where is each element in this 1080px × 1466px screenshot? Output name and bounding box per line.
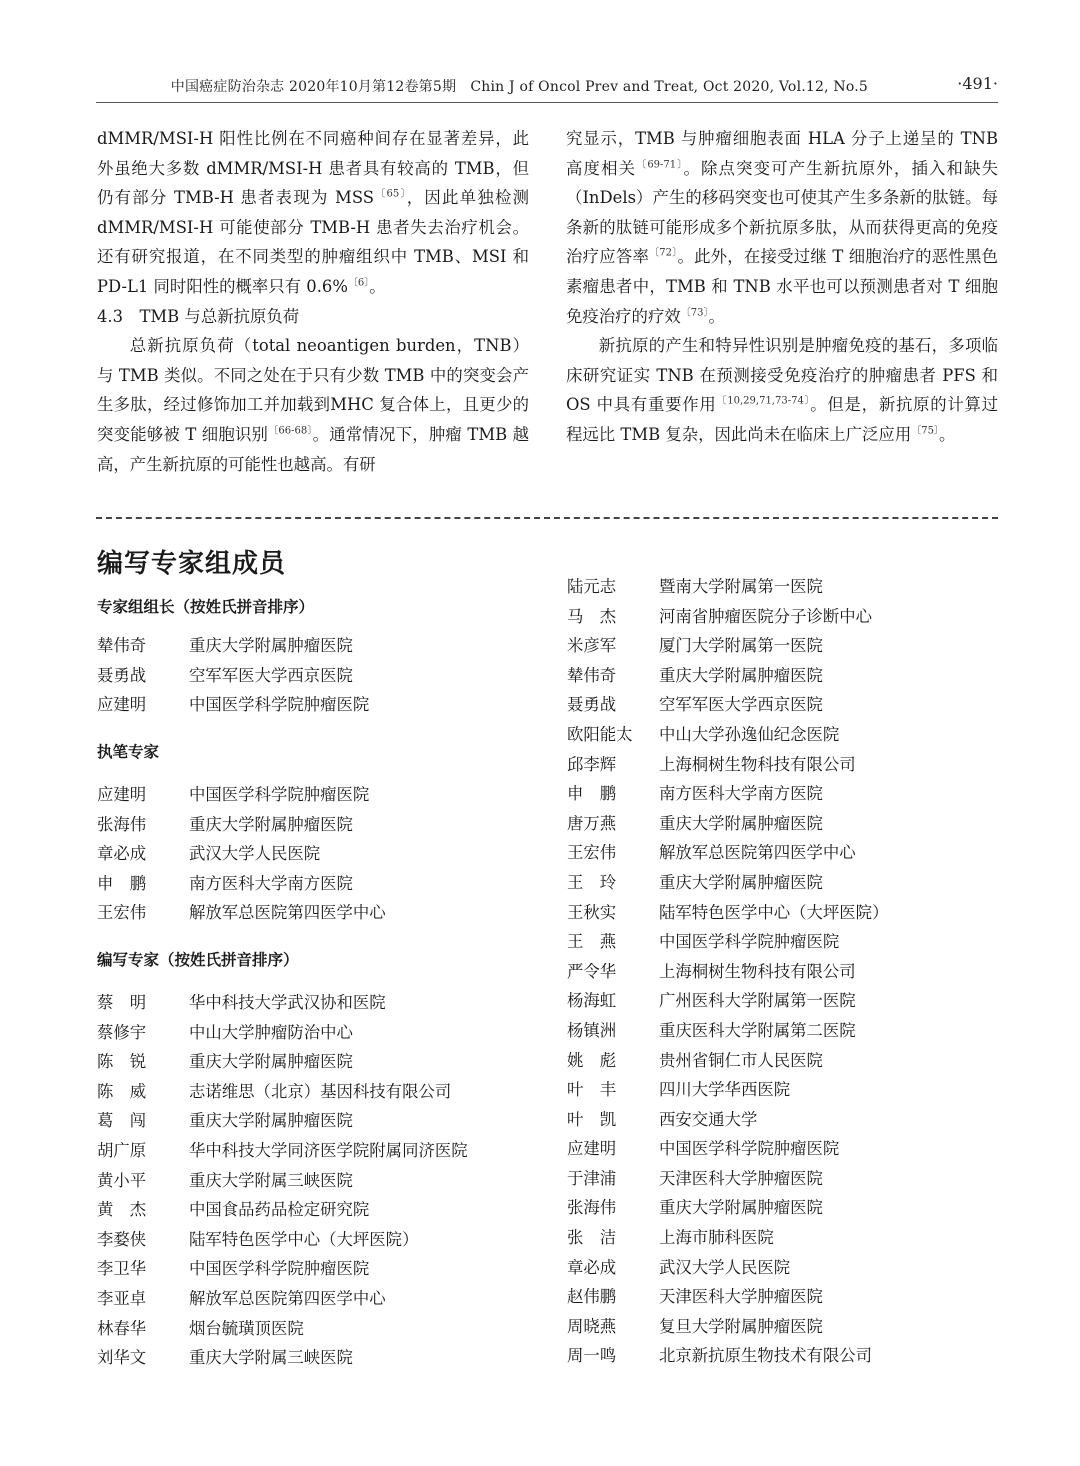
member-affiliation: 重庆大学附属肿瘤医院 (189, 1111, 353, 1131)
member-affiliation: 中国医学科学院肿瘤医院 (189, 785, 370, 804)
member-name: 林春华 (97, 1318, 147, 1338)
member-affiliation: 武汉大学人民医院 (189, 844, 321, 864)
member-row (97, 839, 386, 869)
member-affiliation: 重庆大学附属肿瘤医院 (189, 636, 353, 655)
member-row (567, 720, 888, 750)
member-name: 张海伟 (567, 1198, 617, 1218)
member-affiliation: 烟台毓璜顶医院 (189, 1318, 304, 1338)
member-affiliation: 空军军医大学西京医院 (189, 665, 353, 685)
member-name: 赵伟鹏 (567, 1287, 617, 1307)
text-run: 究显示，TMB 与肿瘤细胞表面 HLA 分子上递呈的 TNB 高度相关 (566, 129, 998, 178)
member-row (567, 809, 888, 839)
citation: 〔72〕 (649, 247, 678, 259)
member-name: 王 燕 (567, 932, 617, 952)
member-row (97, 898, 386, 928)
member-row (567, 1223, 888, 1253)
member-affiliation: 华中科技大学同济医学院附属同济医院 (189, 1140, 468, 1160)
member-name: 马 杰 (567, 606, 617, 626)
member-affiliation: 华中科技大学武汉协和医院 (189, 993, 386, 1012)
citation: 〔73〕 (680, 307, 709, 319)
member-name: 于津浦 (567, 1168, 617, 1188)
member-row (97, 1047, 468, 1077)
member-affiliation: 空军军医大学西京医院 (659, 695, 823, 715)
member-name: 陆元志 (567, 577, 617, 596)
member-row (97, 988, 468, 1018)
text-run: dMMR/MSI-H 阳性比例在不同癌种间存在显著差异，此外虽绝大多数 dMMR/MSI-H 患者具有较高的 TMB，但仍有部分 TMB-H 患者表现为 MSS (97, 129, 529, 208)
member-name: 陈 威 (97, 1081, 147, 1101)
member-row (567, 1282, 888, 1312)
member-affiliation: 中国医学科学院肿瘤医院 (189, 1259, 370, 1279)
citation: 〔65〕 (374, 188, 407, 200)
member-affiliation: 上海桐树生物科技有限公司 (659, 754, 856, 774)
board-title: 编写专家组成员 (97, 549, 287, 579)
member-name: 章必成 (97, 844, 147, 864)
member-row (97, 1314, 468, 1344)
member-affiliation: 重庆医科大学附属第二医院 (659, 1020, 856, 1040)
member-row (567, 1341, 888, 1371)
header-rule (96, 102, 998, 103)
member-row (97, 1166, 468, 1196)
text-run: 。但是，新抗原的计算过程远比 TMB 复杂，因此尚未在临床上广泛应用 (566, 395, 998, 444)
member-name: 应建明 (97, 695, 147, 715)
member-name: 王秋实 (567, 902, 617, 922)
citation: 〔6〕 (347, 277, 370, 289)
member-name: 米彦军 (567, 636, 617, 656)
member-name: 刘华文 (97, 1348, 147, 1368)
member-row (567, 572, 888, 602)
citation: 〔10,29,71,73-74〕 (716, 395, 811, 407)
member-row (567, 779, 888, 809)
member-row (567, 1046, 888, 1076)
member-affiliation: 重庆大学附属肿瘤医院 (659, 1198, 823, 1218)
paragraph-continuation (566, 124, 998, 331)
member-row (567, 661, 888, 691)
member-row (97, 690, 369, 720)
member-name: 申 鹏 (97, 873, 147, 893)
running-header (96, 74, 998, 98)
member-name: 章必成 (567, 1257, 617, 1277)
member-affiliation: 重庆大学附属肿瘤医院 (189, 1052, 353, 1072)
member-row (567, 1105, 888, 1135)
member-affiliation: 解放军总医院第四医学中心 (189, 1288, 386, 1308)
text-run: 。此外，在接受过继 T 细胞治疗的恶性黑色素瘤患者中，TMB 和 TNB 水平也可以预测患者对 T 细胞免疫治疗的疗效 (566, 247, 999, 326)
member-name: 辇伟奇 (567, 665, 617, 685)
member-row (97, 869, 386, 899)
member-affiliation: 上海桐树生物科技有限公司 (659, 961, 856, 981)
member-affiliation: 中山大学孙逸仙纪念医院 (659, 724, 840, 744)
writers-list (97, 780, 386, 928)
member-name: 李卫华 (97, 1259, 147, 1279)
member-affiliation: 陆军特色医学中心（大坪医院） (189, 1229, 419, 1249)
text-run: 总新抗原负荷（total neoantigen burden，TNB）与 TMB 类似。不同之处在于只有少数 TMB 中的突变会产生多肽，经过修饰加工并加载到MHC 复合体上，且更少的突变能够被 T 细胞识别 (97, 336, 529, 444)
member-name: 聂勇战 (567, 695, 617, 715)
member-name: 周晓燕 (567, 1316, 617, 1336)
member-affiliation: 志诺维思（北京）基因科技有限公司 (189, 1081, 452, 1101)
member-row (97, 1106, 468, 1136)
text-run: 。通常情况下，肿瘤 TMB 越高，产生新抗原的可能性也越高。有研 (97, 424, 530, 474)
member-row (97, 1077, 468, 1107)
citation: 〔69-71〕 (636, 159, 684, 171)
member-affiliation: 重庆大学附属肿瘤医院 (189, 814, 353, 834)
member-row (567, 927, 888, 957)
member-affiliation: 天津医科大学肿瘤医院 (659, 1168, 823, 1188)
left-text-column (97, 124, 529, 479)
member-row (567, 1075, 888, 1105)
experts-heading: 编写专家（按姓氏拼音排序） (97, 951, 299, 969)
member-row (567, 750, 888, 780)
member-affiliation: 河南省肿瘤医院分子诊断中心 (659, 606, 873, 626)
member-name: 张海伟 (97, 814, 147, 834)
section-divider (96, 517, 998, 519)
member-name: 叶 丰 (567, 1080, 617, 1100)
member-row (97, 780, 386, 810)
member-affiliation: 暨南大学附属第一医院 (659, 577, 823, 596)
member-row (567, 1134, 888, 1164)
right-text-column (566, 124, 998, 450)
experts-list-right (567, 572, 888, 1371)
member-row (567, 690, 888, 720)
member-name: 王 玲 (567, 872, 617, 892)
journal-info: 中国癌症防治杂志 2020年10月第12卷第5期 Chin J of Oncol Prev and Treat, Oct 2020, Vol.12, No.5 (170, 79, 868, 95)
member-name: 黄小平 (97, 1170, 147, 1190)
member-name: 蔡 明 (97, 993, 147, 1012)
member-row (567, 868, 888, 898)
member-name: 李亚卓 (97, 1288, 147, 1308)
member-name: 聂勇战 (97, 665, 147, 685)
member-row (97, 1225, 468, 1255)
paragraph-tnb (97, 331, 529, 479)
member-row (567, 1164, 888, 1194)
text-run: 。 (708, 306, 725, 326)
member-affiliation: 上海市肺科医院 (659, 1228, 774, 1248)
member-name: 叶 凯 (567, 1109, 617, 1129)
member-name: 杨海虹 (567, 991, 617, 1011)
member-affiliation: 陆军特色医学中心（大坪医院） (659, 902, 889, 922)
member-name: 辇伟奇 (97, 636, 147, 655)
leaders-heading: 专家组组长（按姓氏拼音排序） (97, 598, 315, 616)
member-affiliation: 四川大学华西医院 (659, 1080, 791, 1100)
member-affiliation: 广州医科大学附属第一医院 (659, 991, 856, 1011)
member-affiliation: 解放军总医院第四医学中心 (189, 903, 386, 923)
member-row (97, 1136, 468, 1166)
paragraph-neoantigen (566, 331, 998, 449)
member-affiliation: 北京新抗原生物技术有限公司 (659, 1346, 873, 1366)
member-row (97, 1195, 468, 1225)
member-name: 严令华 (567, 961, 617, 981)
member-affiliation: 南方医科大学南方医院 (189, 873, 353, 893)
member-affiliation: 南方医科大学南方医院 (659, 784, 823, 804)
citation: 〔66-68〕 (268, 425, 313, 437)
citation: 〔75〕 (911, 425, 939, 437)
member-affiliation: 西安交通大学 (659, 1109, 758, 1129)
page-number: ·491· (957, 74, 998, 93)
member-name: 王宏伟 (567, 843, 617, 863)
member-affiliation: 武汉大学人民医院 (659, 1257, 791, 1277)
member-row (97, 1254, 468, 1284)
text-run: 。 (369, 276, 386, 296)
member-row (567, 838, 888, 868)
member-row (567, 986, 888, 1016)
member-row (567, 1253, 888, 1283)
leaders-list (97, 631, 369, 720)
member-row (567, 957, 888, 987)
member-affiliation: 解放军总医院第四医学中心 (659, 843, 856, 863)
member-name: 申 鹏 (567, 784, 617, 804)
member-row (567, 1312, 888, 1342)
member-name: 杨镇洲 (567, 1020, 617, 1040)
paragraph-msi (97, 124, 529, 302)
member-row (97, 661, 369, 691)
member-row (97, 631, 369, 661)
member-row (567, 1193, 888, 1223)
text-run: 。 (938, 424, 956, 444)
member-affiliation: 厦门大学附属第一医院 (659, 636, 823, 656)
member-row (567, 631, 888, 661)
member-row (567, 898, 888, 928)
member-affiliation: 中国医学科学院肿瘤医院 (659, 932, 840, 952)
section-heading: 4.3 TMB 与总新抗原负荷 (97, 306, 300, 326)
text-run: 新抗原的产生和特异性识别是肿瘤免疫的基石，多项临床研究证实 TNB 在预测接受免疫治疗的肿瘤患者 PFS 和 OS 中具有重要作用 (566, 336, 998, 415)
member-affiliation: 重庆大学附属肿瘤医院 (659, 665, 823, 685)
member-affiliation: 重庆大学附属肿瘤医院 (659, 872, 823, 892)
member-affiliation: 中国医学科学院肿瘤医院 (189, 695, 370, 715)
member-affiliation: 中国食品药品检定研究院 (189, 1200, 370, 1220)
member-row (97, 1018, 468, 1048)
member-name: 蔡修宇 (97, 1022, 147, 1042)
member-row (567, 1016, 888, 1046)
member-name: 陈 锐 (97, 1052, 147, 1072)
member-row (97, 1284, 468, 1314)
member-name: 姚 彪 (567, 1050, 617, 1070)
member-row (567, 602, 888, 632)
member-row (97, 1343, 468, 1373)
text-run: 。除点突变可产生新抗原外，插入和缺失（InDels）产生的移码突变也可使其产生多条新的肽链。每条新的肽链可能形成多个新抗原多肽，从而获得更高的免疫治疗应答率 (566, 158, 999, 267)
member-affiliation: 贵州省铜仁市人民医院 (659, 1050, 823, 1070)
text-run: ，因此单独检测 dMMR/MSI-H 可能使部分 TMB-H 患者失去治疗机会。还有研究报道，在不同类型的肿瘤组织中 TMB、MSI 和 PD-L1 同时阳性的概率只有 0.6% (97, 188, 529, 296)
member-name: 应建明 (97, 785, 147, 804)
experts-list-left (97, 988, 468, 1373)
member-name: 周一鸣 (567, 1346, 617, 1366)
member-affiliation: 天津医科大学肿瘤医院 (659, 1287, 823, 1307)
member-name: 唐万燕 (567, 813, 617, 833)
member-affiliation: 重庆大学附属三峡医院 (189, 1170, 353, 1190)
member-affiliation: 复旦大学附属肿瘤医院 (659, 1316, 823, 1336)
member-name: 胡广原 (97, 1140, 147, 1160)
writers-heading: 执笔专家 (97, 743, 160, 761)
member-affiliation: 重庆大学附属三峡医院 (189, 1348, 353, 1368)
member-affiliation: 中山大学肿瘤防治中心 (189, 1022, 353, 1042)
member-affiliation: 重庆大学附属肿瘤医院 (659, 813, 823, 833)
member-name: 王宏伟 (97, 903, 147, 923)
member-name: 葛 闯 (97, 1111, 147, 1131)
member-name: 邱李辉 (567, 754, 617, 774)
member-name: 黄 杰 (97, 1200, 147, 1220)
member-row (97, 810, 386, 840)
member-name: 应建明 (567, 1139, 617, 1159)
member-name: 李婺侠 (97, 1229, 147, 1249)
member-name: 张 洁 (567, 1228, 617, 1248)
member-name: 欧阳能太 (567, 724, 633, 744)
member-affiliation: 中国医学科学院肿瘤医院 (659, 1139, 840, 1159)
